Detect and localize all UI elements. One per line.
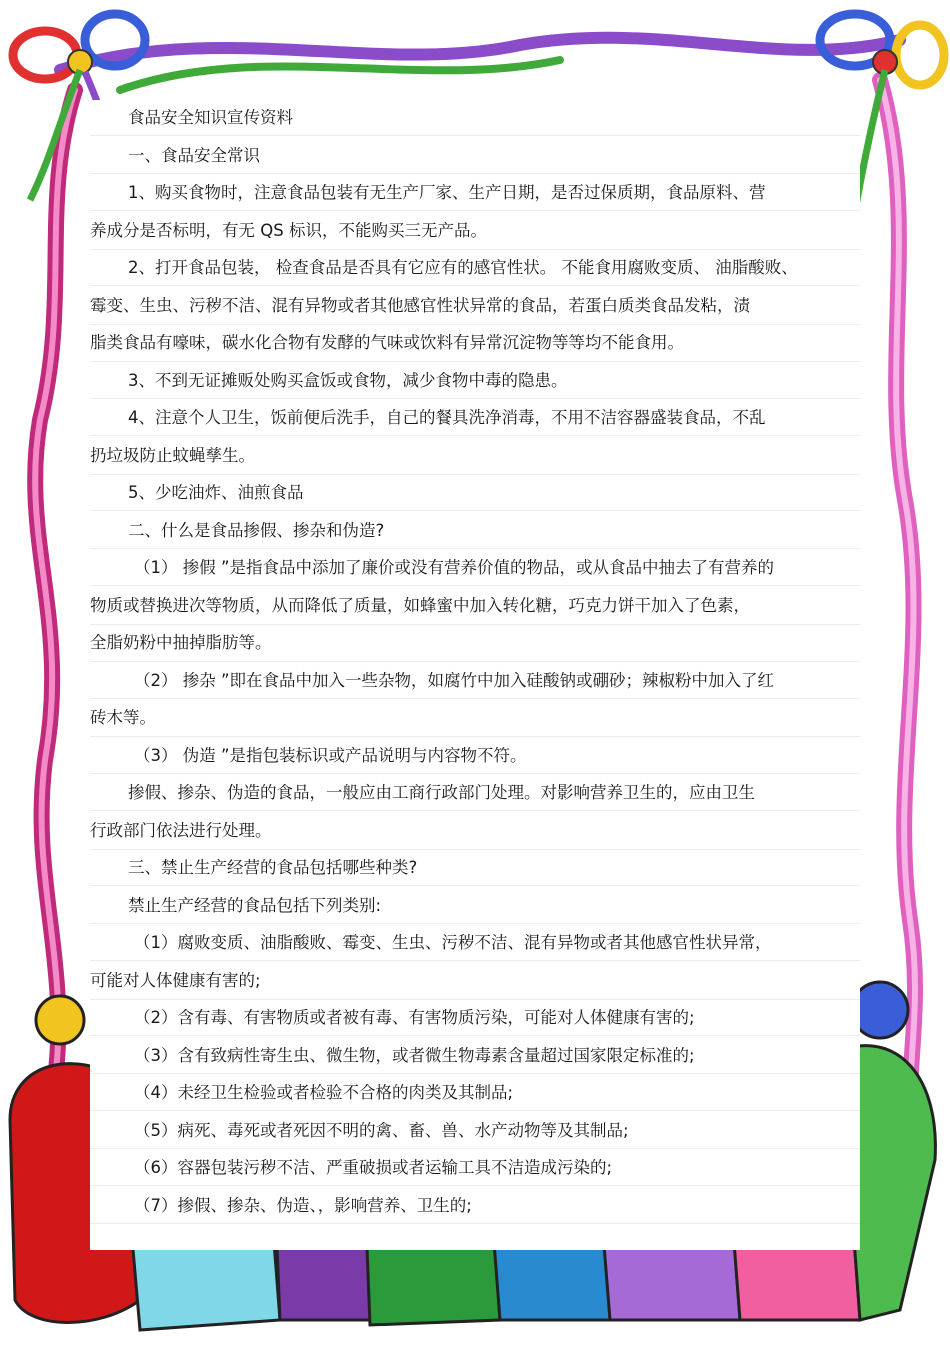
section-heading: 三、禁止生产经营的食品包括哪些种类? (90, 850, 860, 886)
paragraph-line: 霉变、生虫、污秽不洁、混有异物或者其他感官性状异常的食品，若蛋白质类食品发粘，渍 (90, 288, 860, 325)
paragraph-line: （7）掺假、掺杂、伪造、，影响营养、卫生的; (90, 1188, 860, 1224)
section-heading: 一、食品安全常识 (90, 138, 860, 174)
paragraph-line: （6）容器包装污秽不洁、严重破损或者运输工具不洁造成污染的; (90, 1150, 860, 1186)
paragraph-line: （5）病死、毒死或者死因不明的禽、畜、兽、水产动物等及其制品; (90, 1113, 860, 1149)
top-ribbon-green (120, 60, 560, 90)
top-ribbon (60, 38, 900, 70)
paragraph-line: 5、少吃油炸、油煎食品 (90, 475, 860, 511)
paragraph-line: 可能对人体健康有害的; (90, 963, 860, 1000)
paragraph-line: （4）未经卫生检验或者检验不合格的肉类及其制品; (90, 1075, 860, 1111)
paragraph-line: 全脂奶粉中抽掉脂肪等。 (90, 625, 860, 662)
paragraph-line: （3） 伪造 ”是指包装标识或产品说明与内容物不符。 (90, 738, 860, 774)
paragraph-line: 物质或替换进次等物质，从而降低了质量，如蜂蜜中加入转化糖，巧克力饼干加入了色素， (90, 588, 860, 625)
section-heading: 禁止生产经营的食品包括下列类别: (90, 888, 860, 924)
paragraph-line: 掺假、掺杂、伪造的食品，一般应由工商行政部门处理。对影响营养卫生的，应由卫生 (90, 775, 860, 811)
paragraph-line: （2）含有毒、有害物质或者被有毒、有害物质污染，可能对人体健康有害的; (90, 1000, 860, 1036)
paragraph-line: 3、不到无证摊贩处购买盒饭或食物，减少食物中毒的隐患。 (90, 363, 860, 399)
text-panel (90, 100, 860, 1250)
section-heading: 二、什么是食品掺假、掺杂和伪造? (90, 513, 860, 549)
paragraph-line: 1、购买食物时，注意食品包装有无生产厂家、生产日期，是否过保质期，食品原料、营 (90, 175, 860, 211)
paragraph-line: 养成分是否标明，有无 QS 标识，不能购买三无产品。 (90, 213, 860, 250)
paragraph-line: 4、注意个人卫生，饭前便后洗手，自己的餐具洗净消毒，不用不洁容器盛装食品，不乱 (90, 400, 860, 436)
paragraph-line: （3）含有致病性寄生虫、微生物，或者微生物毒素含量超过国家限定标准的; (90, 1038, 860, 1074)
paragraph-line: 行政部门依法进行处理。 (90, 813, 860, 850)
paragraph-line: 2、打开食品包装， 检查食品是否具有它应有的感官性状。 不能食用腐败变质、 油脂酸败、 (90, 250, 860, 286)
document-title: 食品安全知识宣传资料 (90, 100, 860, 136)
paragraph-line: （1） 掺假 ”是指食品中添加了廉价或没有营养价值的物品，或从食品中抽去了有营养的 (90, 550, 860, 586)
paragraph-line: （2） 掺杂 ”即在食品中加入一些杂物，如腐竹中加入硅酸钠或硼砂；辣椒粉中加入了红 (90, 663, 860, 699)
paragraph-line: 脂类食品有嚎味，碳水化合物有发酵的气味或饮料有异常沉淀物等等均不能食用。 (90, 325, 860, 362)
paragraph-line: 砖木等。 (90, 700, 860, 737)
paragraph-line: 扔垃圾防止蚊蝇孳生。 (90, 438, 860, 475)
paragraph-line: （1）腐败变质、油脂酸败、霉变、生虫、污秽不洁、混有异物或者其他感官性状异常， (90, 925, 860, 961)
